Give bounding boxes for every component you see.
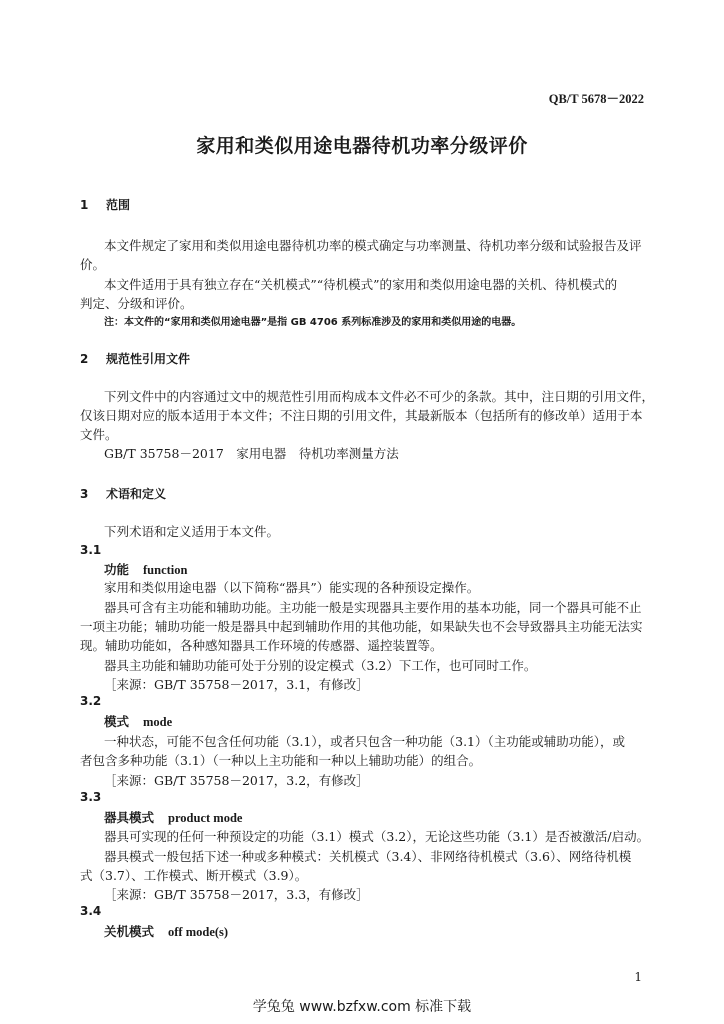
paragraph-line: 仅该日期对应的版本适用于本文件；不注日期的引用文件，其最新版本（包括所有的修改单）适用于本 [80,408,643,423]
paragraph-line: 下列术语和定义适用于本文件。 [104,524,280,539]
source-note: ［来源：GB/T 35758－2017，3.3，有修改］ [104,887,369,902]
section-number: 1 [80,198,89,212]
section-title: 术语和定义 [106,487,167,501]
paragraph-line: 本文件规定了家用和类似用途电器待机功率的模式确定与功率测量、待机功率分级和试验报告及评 [104,238,642,253]
source-note: ［来源：GB/T 35758－2017，3.2，有修改］ [104,773,369,788]
term-en: mode [143,715,173,729]
term-heading [104,560,187,578]
paragraph-line: 本文件适用于具有独立存在“关机模式”“待机模式”的家用和类似用途电器的关机、待机模式的 [104,277,618,292]
section-3-heading [80,485,166,502]
section-2-heading [80,350,190,367]
section-1-heading [80,196,130,213]
paragraph-line: 家用和类似用途电器（以下简称“器具”）能实现的各种预设定操作。 [104,580,480,595]
section-title: 范围 [106,198,131,212]
term-zh: 器具模式 [104,810,155,825]
paragraph-line: 文件。 [80,427,118,442]
paragraph-line: 一种状态，可能不包含任何功能（3.1），或者只包含一种功能（3.1）（主功能或辅助功能），或 [104,734,626,749]
footer-watermark: 学兔兔 www.bzfxw.com 标准下载 [252,999,472,1015]
section-number: 2 [80,352,89,366]
clause-number: 3.4 [80,904,102,918]
term-heading [104,922,228,940]
term-en: function [143,563,188,577]
term-heading [104,808,242,826]
term-en: off mode(s) [168,925,229,939]
note: 注：本文件的“家用和类似用途电器”是指 GB 4706 系列标准涉及的家用和类似用途的电器。 [104,317,522,328]
term-zh: 功能 [104,562,130,577]
normative-reference: GB/T 35758－2017 家用电器 待机功率测量方法 [104,446,399,461]
term-zh: 关机模式 [104,924,155,939]
paragraph-line: 一项主功能；辅助功能一般是器具中起到辅助作用的其他功能，如果缺失也不会导致器具主功能无法实 [80,619,643,634]
paragraph-line: 判定、分级和评价。 [80,296,193,311]
clause-number: 3.3 [80,790,102,804]
section-number: 3 [80,487,89,501]
standard-number: QB/T 5678－2022 [548,92,644,106]
paragraph-line: 器具主功能和辅助功能可处于分别的设定模式（3.2）下工作，也可同时工作。 [104,658,537,673]
clause-number: 3.1 [80,543,102,557]
paragraph-line: 式（3.7）、工作模式、断开模式（3.9）。 [80,868,308,883]
paragraph-line: 下列文件中的内容通过文中的规范性引用而构成本文件必不可少的条款。其中，注日期的引用文件， [104,389,655,404]
paragraph-line: 者包含多种功能（3.1）（一种以上主功能和一种以上辅助功能）的组合。 [80,753,482,768]
paragraph-line: 价。 [80,257,106,272]
paragraph-line: 现。辅助功能如，各种感知器具工作环境的传感器、遥控装置等。 [80,638,443,653]
term-en: product mode [168,811,243,825]
source-note: ［来源：GB/T 35758－2017，3.1，有修改］ [104,677,369,692]
page-number: 1 [634,970,642,984]
clause-number: 3.2 [80,694,102,708]
section-title: 规范性引用文件 [106,352,191,366]
paragraph-line: 器具可含有主功能和辅助功能。主功能一般是实现器具主要作用的基本功能，同一个器具可能不止 [104,600,642,615]
document-title: 家用和类似用途电器待机功率分级评价 [196,135,528,157]
term-zh: 模式 [104,714,130,729]
paragraph-line: 器具可实现的任何一种预设定的功能（3.1）模式（3.2），无论这些功能（3.1）是否被激活/启动。 [104,829,650,844]
term-heading [104,712,172,730]
paragraph-line: 器具模式一般包括下述一种或多种模式：关机模式（3.4）、非网络待机模式（3.6）、网络待机模 [104,849,632,864]
